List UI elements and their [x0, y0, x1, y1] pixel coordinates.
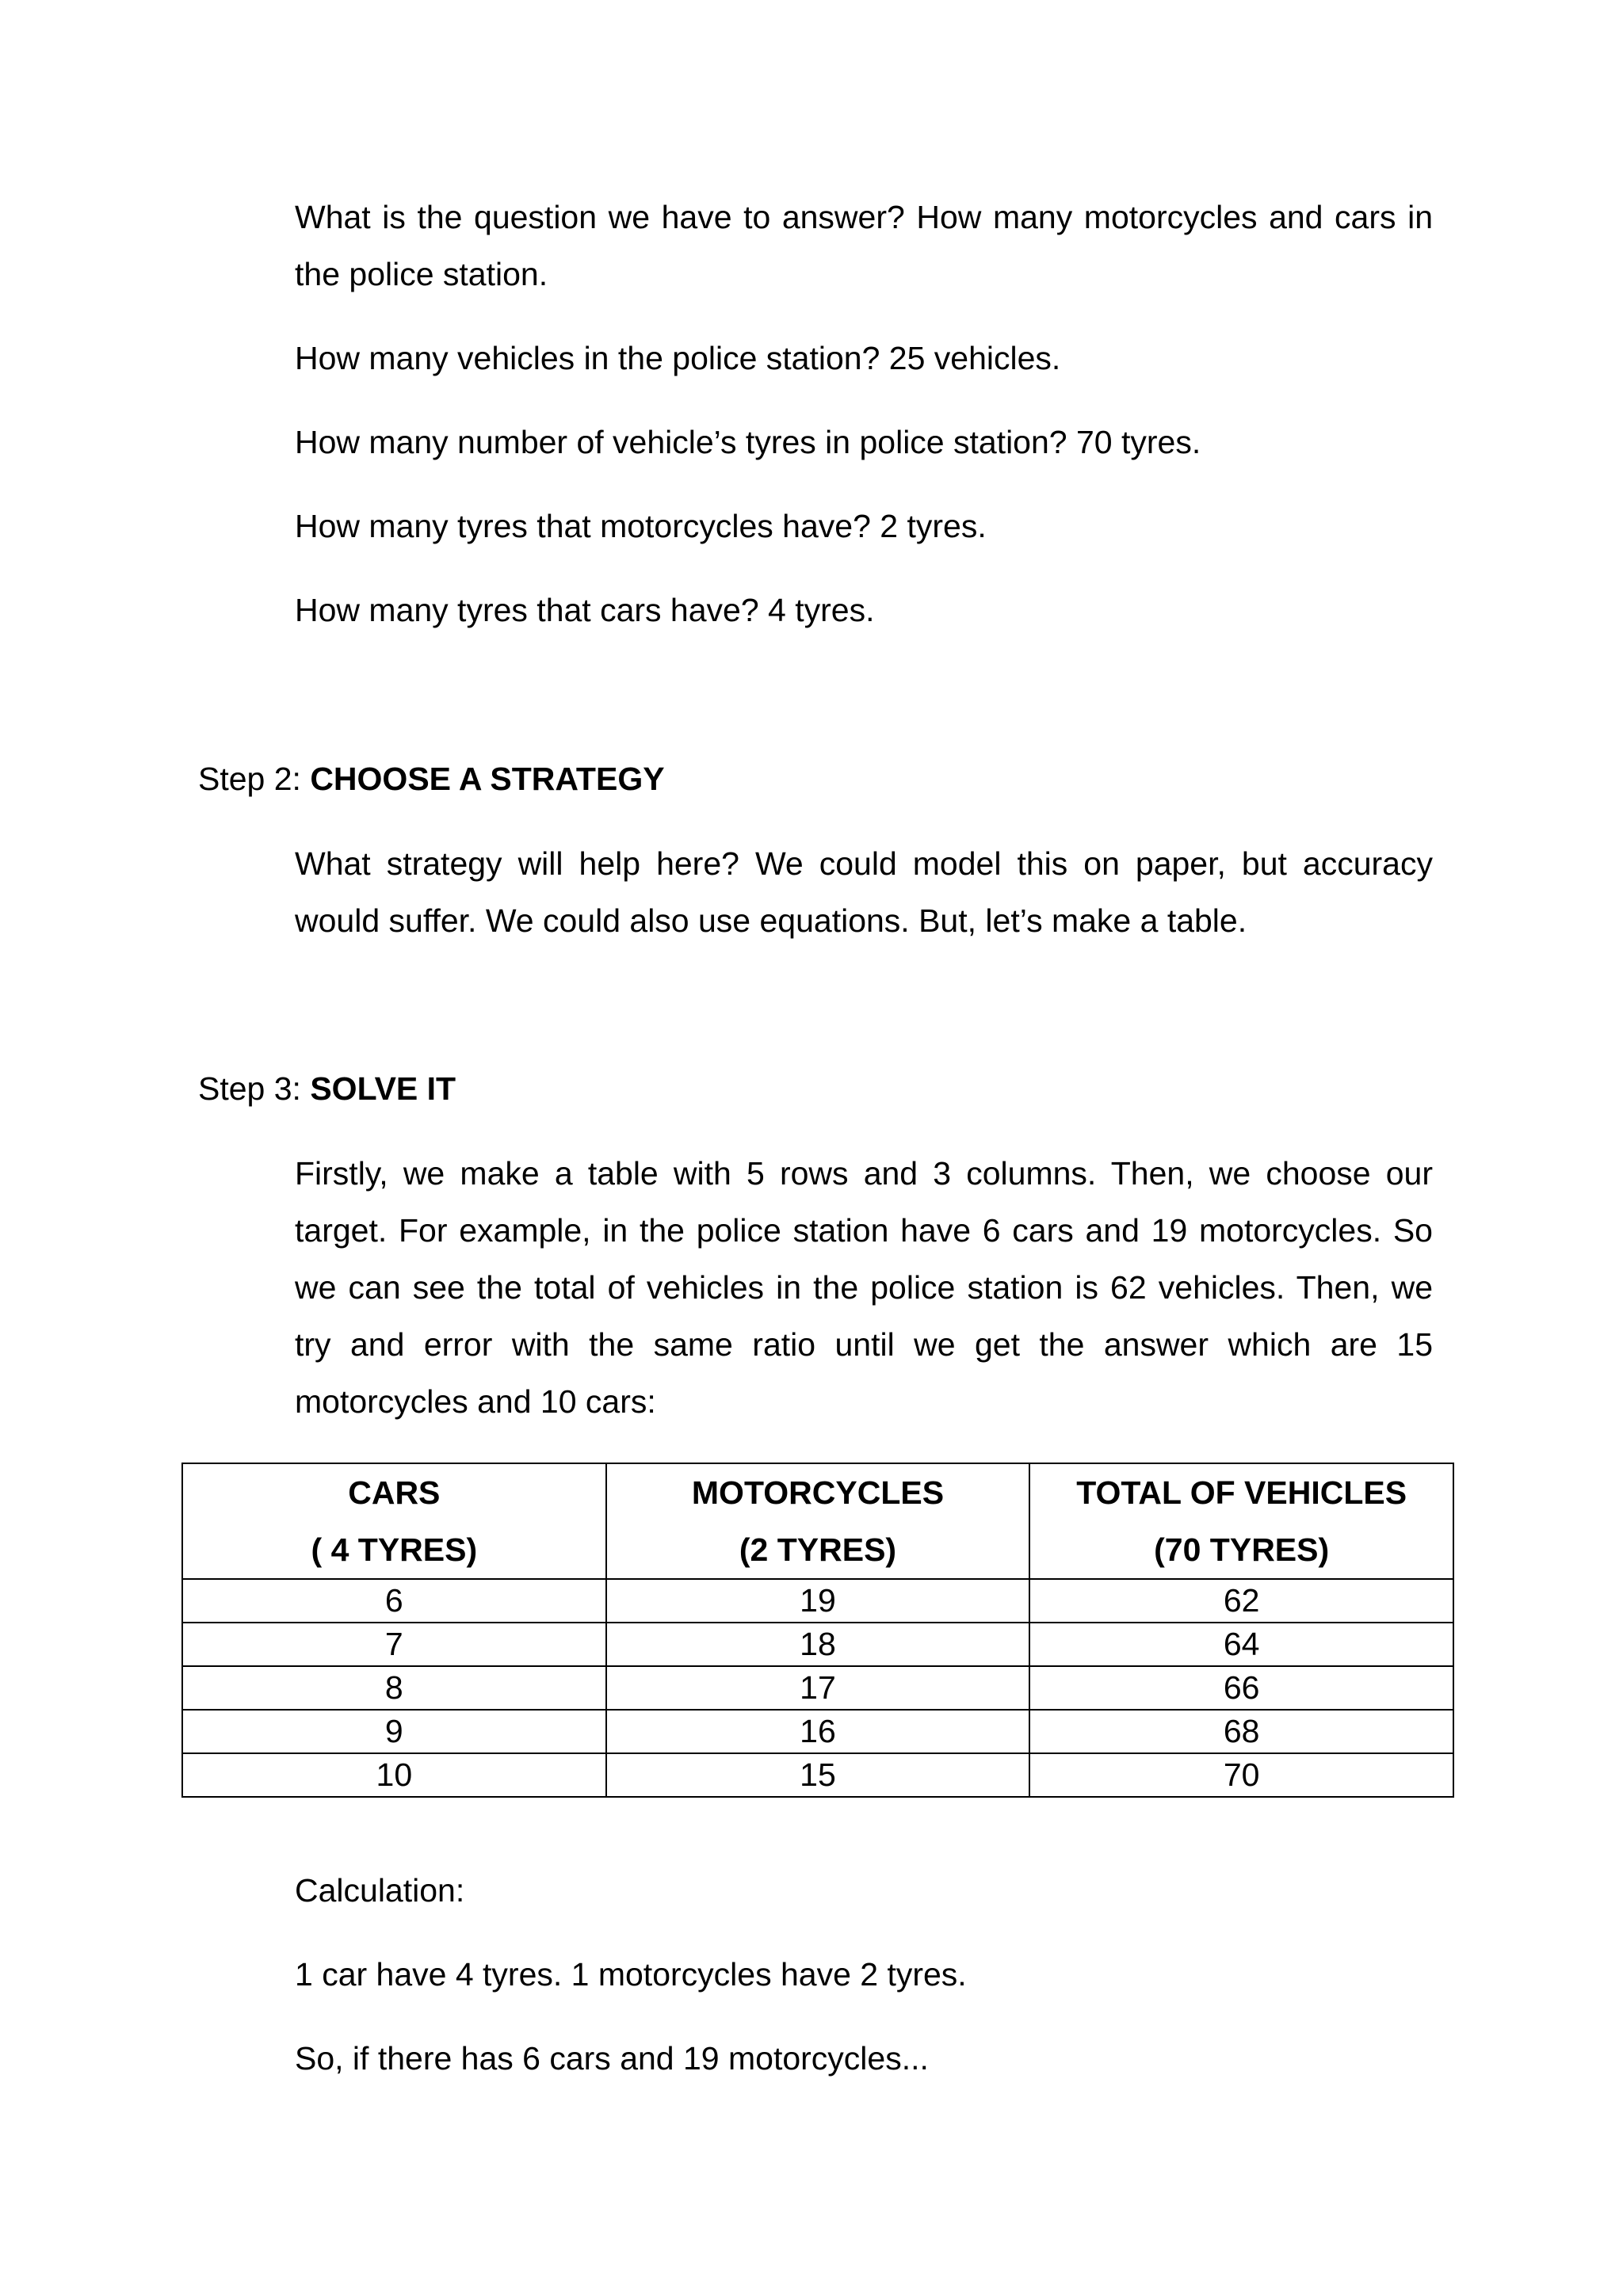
car-tyres-question: How many tyres that cars have? 4 tyres.	[295, 592, 875, 628]
table-row	[182, 1579, 1453, 1623]
motorcycle-tyres-question: How many tyres that motorcycles have? 2 tyres.	[295, 508, 987, 544]
cell-cars: 7	[182, 1623, 606, 1666]
cell-cars: 8	[182, 1666, 606, 1710]
vehicles-question: How many vehicles in the police station? 25 vehicles.	[295, 340, 1061, 376]
step2-prefix: Step 2:	[198, 761, 311, 797]
header-cars: CARS ( 4 TYRES)	[182, 1463, 606, 1579]
tyres-total-question: How many number of vehicle’s tyres in police station? 70 tyres.	[295, 424, 1201, 460]
header-total: TOTAL OF VEHICLES (70 TYRES)	[1029, 1463, 1453, 1579]
cell-motorcycles: 17	[606, 1666, 1030, 1710]
step3-title: SOLVE IT	[310, 1070, 456, 1107]
cell-cars: 10	[182, 1753, 606, 1797]
cell-total: 70	[1029, 1753, 1453, 1797]
cell-cars: 6	[182, 1579, 606, 1623]
trial-table	[181, 1463, 1454, 1798]
cell-motorcycles: 18	[606, 1623, 1030, 1666]
cell-motorcycles: 19	[606, 1579, 1030, 1623]
cell-total: 68	[1029, 1710, 1453, 1753]
table-row	[182, 1666, 1453, 1710]
table-row	[182, 1710, 1453, 1753]
cell-cars: 9	[182, 1710, 606, 1753]
step2-body: What strategy will help here? We could model this on paper, but accuracy would suffer. We could also use equations. But, let’s make a table.	[295, 845, 1433, 939]
cell-total: 62	[1029, 1579, 1453, 1623]
step3-heading	[198, 1060, 456, 1117]
cell-total: 66	[1029, 1666, 1453, 1710]
calculation-label: Calculation:	[295, 1872, 465, 1909]
calculation-line-1: 1 car have 4 tyres. 1 motorcycles have 2 tyres.	[295, 1956, 967, 1993]
table-header-row	[182, 1463, 1453, 1579]
table-row	[182, 1753, 1453, 1797]
step3-body: Firstly, we make a table with 5 rows and 3 columns. Then, we choose our target. For example, in the police station have 6 cars and 19 motorcycles. So we can see the total of vehicles in the police station is 62 vehicles. Then, we try and error with the same ratio until we get the answer which are 15 motorcycles and 10 cars:	[295, 1155, 1433, 1420]
cell-motorcycles: 15	[606, 1753, 1030, 1797]
header-motorcycles: MOTORCYCLES (2 TYRES)	[606, 1463, 1030, 1579]
step2-title: CHOOSE A STRATEGY	[310, 761, 665, 797]
step3-prefix: Step 3:	[198, 1070, 311, 1107]
question-paragraph: What is the question we have to answer? How many motorcycles and cars in the police station.	[295, 199, 1433, 292]
table-row	[182, 1623, 1453, 1666]
calculation-line-2: So, if there has 6 cars and 19 motorcycles...	[295, 2040, 929, 2077]
cell-total: 64	[1029, 1623, 1453, 1666]
step2-heading	[198, 750, 665, 807]
cell-motorcycles: 16	[606, 1710, 1030, 1753]
